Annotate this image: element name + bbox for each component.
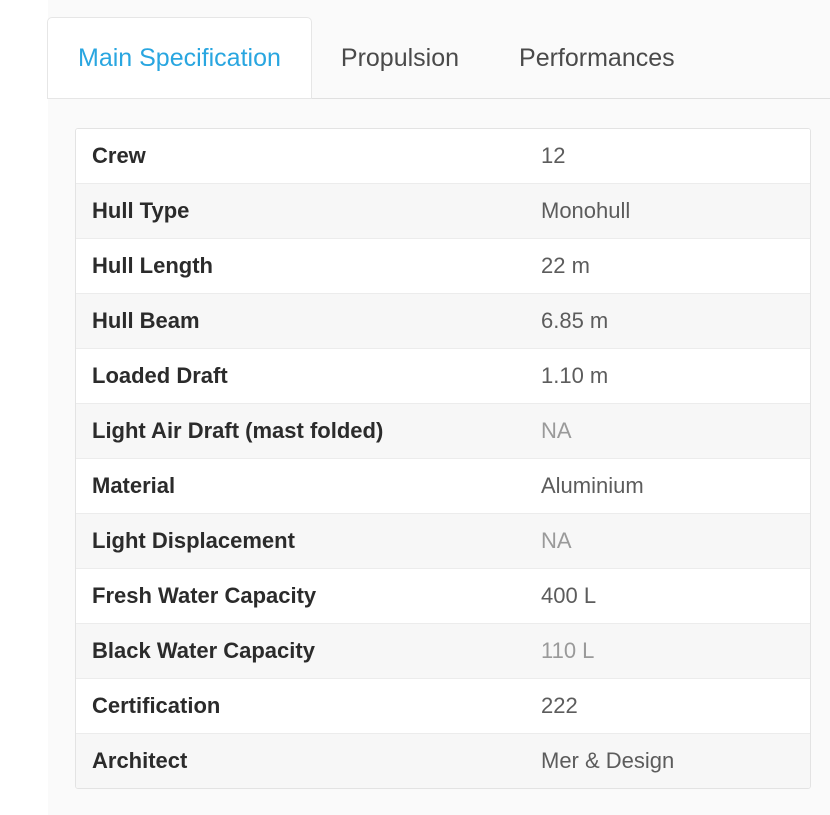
table-row <box>76 624 810 679</box>
tab-performances-label: Performances <box>519 43 675 72</box>
tab-propulsion-label: Propulsion <box>340 43 460 72</box>
spec-value: NA <box>541 528 572 553</box>
spec-label: Hull Length <box>92 253 213 278</box>
spec-value: 1.10 m <box>541 363 609 388</box>
spec-label: Black Water Capacity <box>92 638 315 663</box>
specification-table <box>75 128 811 789</box>
left-gutter <box>0 0 48 815</box>
table-row <box>76 734 810 788</box>
spec-value: NA <box>541 418 572 443</box>
table-row <box>76 129 810 184</box>
spec-value: 110 L <box>541 638 595 663</box>
spec-value: Mer & Design <box>541 748 675 773</box>
spec-value: 6.85 m <box>541 308 609 333</box>
tab-propulsion[interactable] <box>311 18 489 98</box>
table-row <box>76 404 810 459</box>
table-row <box>76 294 810 349</box>
spec-label: Hull Type <box>92 198 190 223</box>
spec-label: Certification <box>92 693 221 718</box>
spec-value: 12 <box>541 143 566 168</box>
spec-label: Fresh Water Capacity <box>92 583 317 608</box>
table-row <box>76 184 810 239</box>
spec-label: Hull Beam <box>92 308 200 333</box>
tab-performances[interactable] <box>489 18 705 98</box>
tabs-underline <box>48 98 830 99</box>
spec-label: Light Displacement <box>92 528 295 553</box>
tab-main-specification-label: Main Specification <box>78 43 281 72</box>
table-row <box>76 569 810 624</box>
table-row <box>76 679 810 734</box>
table-row <box>76 514 810 569</box>
spec-label: Architect <box>92 748 188 773</box>
spec-value: 222 <box>541 693 578 718</box>
tab-main-specification[interactable] <box>48 18 311 98</box>
tab-bar <box>48 18 705 98</box>
spec-label: Loaded Draft <box>92 363 228 388</box>
spec-value: Aluminium <box>541 473 644 498</box>
spec-label: Crew <box>92 143 146 168</box>
spec-label: Material <box>92 473 176 498</box>
table-row <box>76 349 810 404</box>
spec-value: 400 L <box>541 583 597 608</box>
table-row <box>76 239 810 294</box>
table-row <box>76 459 810 514</box>
spec-label: Light Air Draft (mast folded) <box>92 418 384 443</box>
spec-value: Monohull <box>541 198 631 223</box>
spec-value: 22 m <box>541 253 590 278</box>
